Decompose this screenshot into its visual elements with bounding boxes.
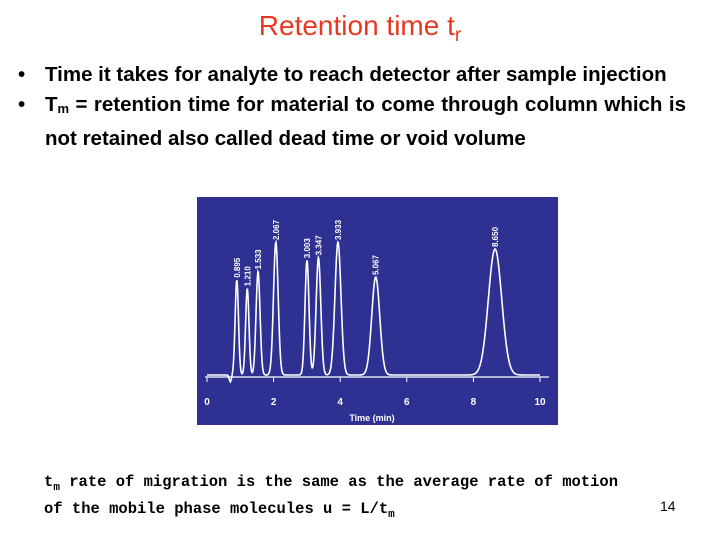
footnote	[44, 472, 664, 526]
footnote-line-2	[44, 499, 664, 526]
peak-label: 3.003	[303, 238, 312, 259]
slide-title	[0, 10, 720, 47]
footnote-subscript-2: m	[388, 509, 395, 521]
footnote-subscript-1: m	[53, 482, 60, 494]
footnote-text-1: rate of migration is the same as the average rate of motion	[59, 473, 619, 491]
bullet-marker: •	[18, 93, 26, 116]
bullet-2-subscript: m	[57, 101, 70, 116]
title-text: Retention time t	[258, 10, 455, 41]
bullet-item-1	[18, 60, 686, 90]
chromatogram-background	[197, 197, 558, 425]
bullet-2-text: = retention time for material to come through column which is not retained also called dead time or void volume	[45, 93, 686, 150]
peak-label: 1.210	[243, 266, 253, 287]
peak-label: 1.533	[254, 249, 263, 270]
bullet-2-prefix: T	[45, 93, 58, 116]
peak-label: 8.650	[491, 226, 500, 247]
bullet-1-text: Time it takes for analyte to reach detector after sample injection	[45, 63, 667, 86]
peak-label: 3.347	[314, 235, 324, 256]
x-tick-label: 0	[204, 397, 210, 408]
slide-number: 14	[660, 498, 676, 514]
bullet-item-2	[18, 90, 686, 154]
peak-label: 5.067	[371, 254, 381, 275]
footnote-t: t	[44, 473, 54, 491]
x-tick-label: 4	[337, 397, 343, 408]
peak-label: 2.067	[271, 219, 281, 240]
x-tick-label: 6	[404, 397, 410, 408]
bullet-marker: •	[18, 63, 26, 86]
bullet-list	[18, 60, 686, 154]
x-tick-label: 2	[270, 397, 277, 408]
x-axis-label: Time (min)	[349, 413, 395, 423]
peak-label: 3.933	[334, 219, 343, 240]
chromatogram-image	[197, 197, 558, 425]
title-subscript: r	[454, 25, 462, 46]
x-tick-label: 8	[470, 397, 477, 408]
x-tick-label: 10	[534, 397, 546, 408]
footnote-line-1	[44, 472, 664, 499]
peak-label: 0.895	[232, 257, 242, 278]
footnote-text-2: of the mobile phase molecules u = L/t	[44, 500, 389, 518]
